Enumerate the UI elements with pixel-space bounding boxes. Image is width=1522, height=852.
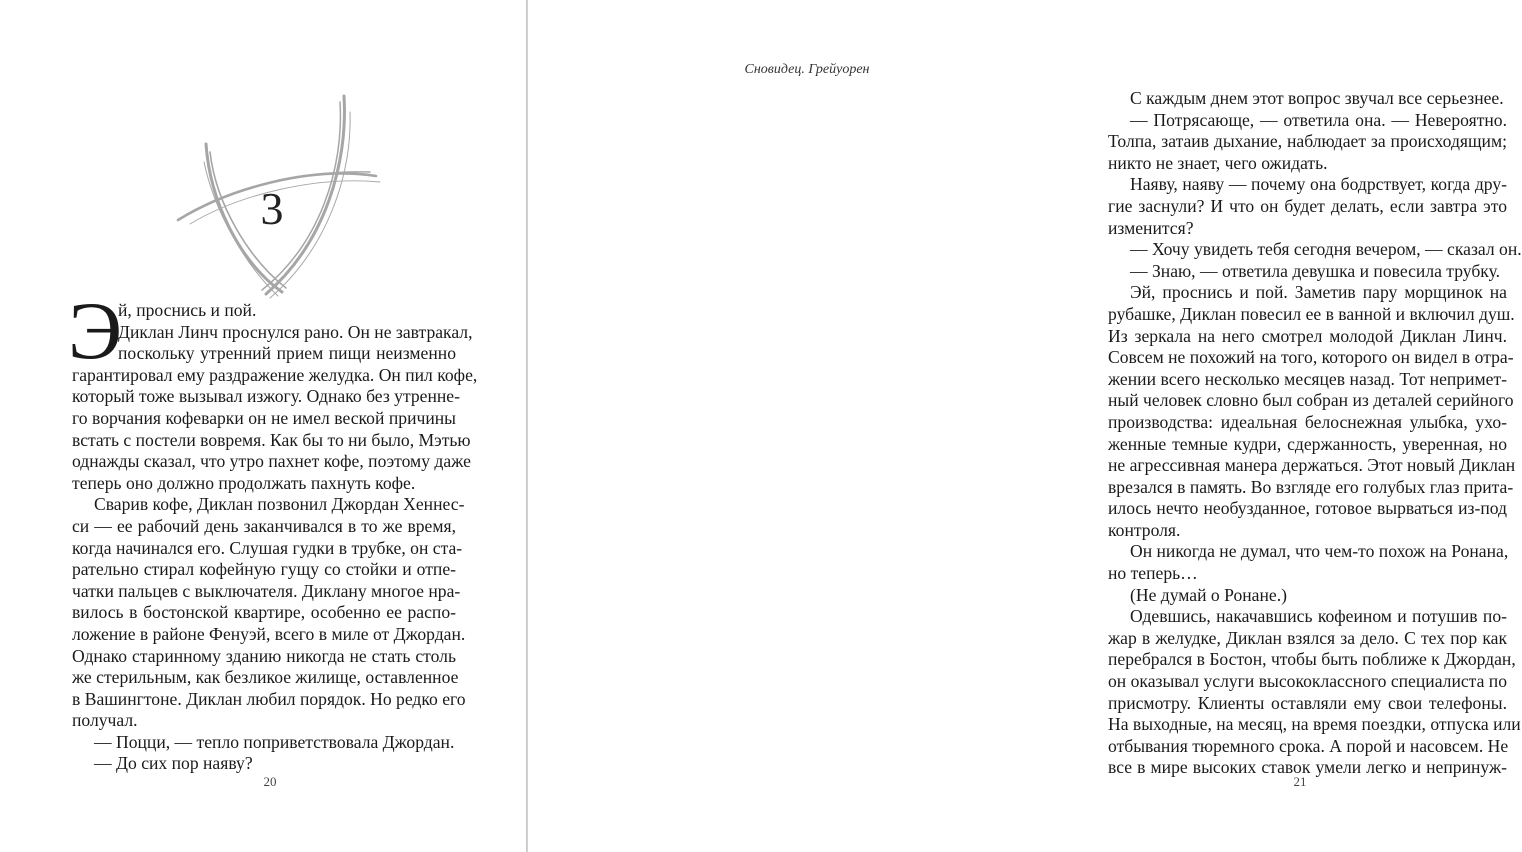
text-line: врезался в память. Во взгляде его голубых глаз прита-: [1108, 476, 1514, 497]
text-line: Диклан Линч проснулся рано. Он не завтракал,: [118, 321, 473, 342]
text-line: встать с постели вовремя. Как бы то ни было, Мэтью: [72, 429, 471, 450]
text-line: (Не думай о Ронане.): [1130, 584, 1287, 605]
text-line: контроля.: [1108, 519, 1181, 540]
text-line: илось нечто необузданное, готовое вырваться из-под: [1108, 498, 1507, 519]
chapter-number: 3: [260, 183, 284, 234]
text-line: гие заснули? И что он будет делать, если завтра это: [1108, 195, 1507, 216]
text-line: Однако старинному зданию никогда не стать столь: [72, 645, 456, 666]
text-line: он оказывал услуги высококлассного специалиста по: [1108, 671, 1507, 692]
text-line: Он никогда не думал, что чем-то похож на Ронана,: [1130, 541, 1509, 562]
text-line: не агрессивная манера держаться. Этот новый Диклан: [1108, 455, 1516, 476]
page-number-left: 20: [263, 774, 277, 789]
text-line: получал.: [72, 710, 138, 731]
left-page: [0, 0, 526, 852]
text-line: — Потрясающе, — ответила она. — Невероятно.: [1130, 109, 1507, 130]
text-line: когда начинался его. Слушая гудки в трубке, он ста-: [72, 537, 463, 558]
text-line: производства: идеальная белоснежная улыбка, ухо-: [1108, 411, 1507, 432]
text-line: Толпа, затаив дыхание, наблюдает за происходящим;: [1108, 131, 1507, 152]
text-line: Эй, проснись и пой. Заметив пару морщинок на: [1130, 282, 1507, 303]
page-number-right: 21: [1293, 774, 1307, 789]
text-line: но теперь…: [1108, 563, 1198, 584]
text-line: теперь оно должно продолжать пахнуть кофе.: [72, 472, 416, 493]
text-line: Наяву, наяву — почему она бодрствует, когда дру-: [1130, 174, 1507, 195]
text-line: ный человек словно был собран из деталей серийного: [1108, 390, 1514, 411]
text-line: отбывания тюремного срока. А порой и насовсем. Не: [1108, 735, 1509, 756]
text-line: — Хочу увидеть тебя сегодня вечером, — сказал он.: [1130, 239, 1522, 260]
text-line: С каждым днем этот вопрос звучал все серьезнее.: [1130, 88, 1504, 108]
text-line: — До сих пор наяву?: [94, 753, 253, 774]
right-page-text: [1108, 88, 1522, 779]
text-line: Совсем не похожий на того, которого он видел в отра-: [1108, 347, 1514, 368]
text-line: Одевшись, накачавшись кофеином и потушив по-: [1130, 606, 1507, 627]
text-line: рательно стирал кофейную гущу со стойки и отпе-: [72, 559, 456, 580]
text-line: изменится?: [1108, 217, 1194, 238]
text-line: Сварив кофе, Диклан позвонил Джордан Хеннес-: [94, 494, 465, 515]
text-line: го ворчания кофеварки он не имел веской причины: [72, 407, 456, 428]
running-head: Сновидец. Грейуорен: [744, 62, 870, 77]
text-line: жар в желудке, Диклан взялся за дело. С тех пор как: [1108, 627, 1507, 648]
text-line: Из зеркала на него смотрел молодой Диклан Линч.: [1108, 325, 1507, 346]
text-line: рубашке, Диклан повесил ее в ванной и включил душ.: [1108, 303, 1515, 324]
text-line: никто не знает, чего ожидать.: [1108, 152, 1328, 173]
text-line: перебрался в Бостон, чтобы быть поближе к Джордан,: [1108, 649, 1516, 670]
right-page: [528, 0, 1522, 852]
text-line: — Поцци, — тепло поприветствовала Джордан.: [94, 731, 455, 752]
text-line: присмотру. Клиенты оставляли ему свои телефоны.: [1108, 692, 1507, 713]
text-line: гарантировал ему раздражение желудка. Он пил кофе,: [72, 364, 478, 385]
text-line: чатки пальцев с выключателя. Диклану многое нра-: [72, 580, 461, 601]
text-line: однажды сказал, что утро пахнет кофе, поэтому даже: [72, 451, 471, 472]
text-line: же стерильным, как безликое жилище, оставленное: [72, 667, 459, 688]
text-line: все в мире высоких ставок умели легко и непринуж-: [1108, 757, 1507, 778]
drop-cap: Э: [68, 285, 123, 376]
text-line: в Вашингтоне. Диклан любил порядок. Но редко его: [72, 688, 466, 709]
text-line: жении всего несколько месяцев назад. Тот непримет-: [1108, 368, 1507, 389]
text-line: который тоже вызывал изжогу. Однако без утренне-: [72, 386, 460, 407]
text-line: женные темные кудри, сдержанность, уверенная, но: [1108, 433, 1507, 454]
text-line: На выходные, на месяц, на время поездки, отпуска или: [1108, 714, 1521, 735]
text-line: поскольку утренний прием пищи неизменно: [118, 343, 456, 364]
text-line: ложение в районе Фенуэй, всего в миле от Джордан.: [72, 623, 466, 644]
text-line: — Знаю, — ответила девушка и повесила трубку.: [1130, 260, 1501, 281]
text-line: си — ее рабочий день заканчивался в то же время,: [72, 515, 456, 536]
text-line: й, проснись и пой.: [118, 300, 257, 320]
left-page-text: [72, 300, 478, 775]
text-line: вилось в бостонской квартире, особенно ее распо-: [72, 602, 456, 623]
